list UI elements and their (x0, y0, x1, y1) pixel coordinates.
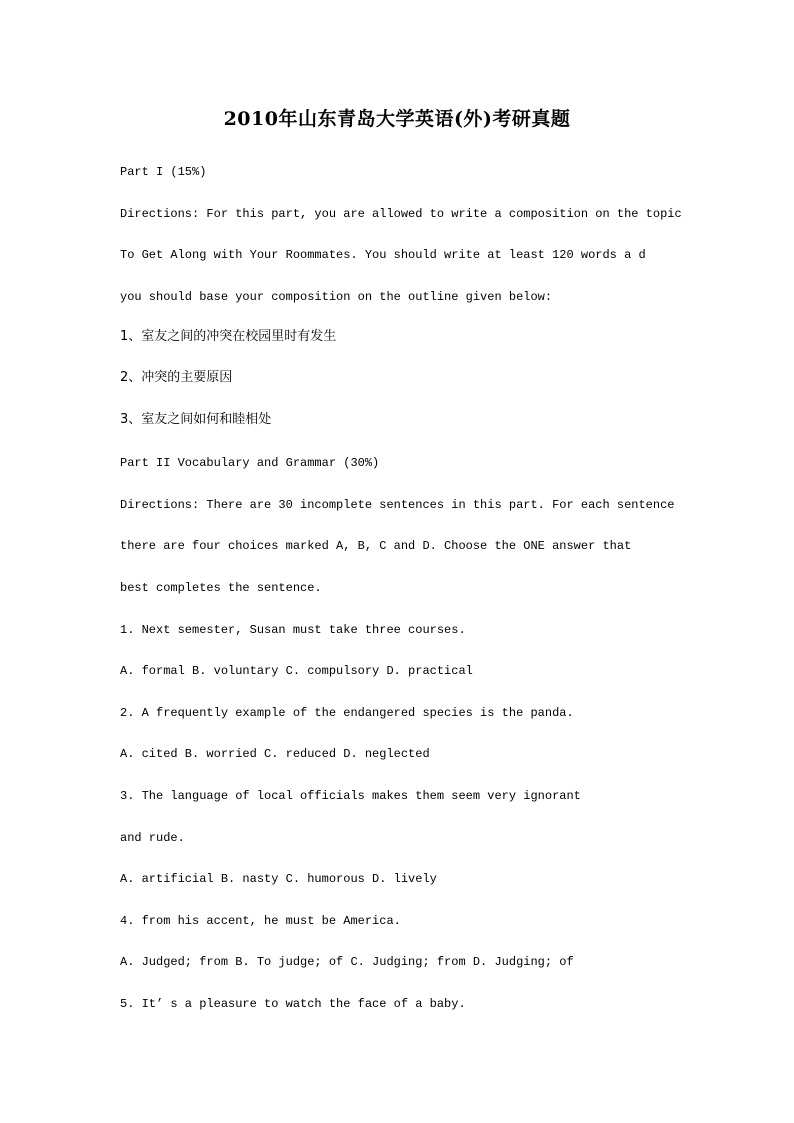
part-one-directions-line-1: Directions: For this part, you are allowed to write a composition on the topic (120, 207, 682, 221)
question-3: 3. The language of local officials makes them seem very ignorant (120, 789, 581, 803)
part-one-directions-line-3: you should base your composition on the outline given below: (120, 290, 553, 304)
question-1-choices: A. formal B. voluntary C. compulsory D. practical (120, 664, 473, 678)
part-one-heading: Part I (15%) (120, 165, 207, 179)
question-2: 2. A frequently example of the endangered species is the panda. (120, 706, 574, 720)
question-4-choices: A. Judged; from B. To judge; of C. Judging; from D. Judging; of (120, 955, 574, 969)
question-1: 1. Next semester, Susan must take three courses. (120, 623, 466, 637)
outline-item-3: 3、室友之间如何和睦相处 (120, 412, 272, 427)
question-3-choices: A. artificial B. nasty C. humorous D. lively (120, 872, 437, 886)
part-two-directions-line-3: best completes the sentence. (120, 581, 322, 595)
part-two-heading: Part II Vocabulary and Grammar (30%) (120, 456, 380, 470)
part-one-directions-line-2: To Get Along with Your Roommates. You should write at least 120 words a d (120, 248, 646, 262)
question-2-choices: A. cited B. worried C. reduced D. neglected (120, 747, 430, 761)
part-two-directions-line-1: Directions: There are 30 incomplete sentences in this part. For each sentence (120, 498, 675, 512)
part-two-directions-line-2: there are four choices marked A, B, C and D. Choose the ONE answer that (120, 539, 632, 553)
question-5: 5. It’ s a pleasure to watch the face of a baby. (120, 997, 466, 1011)
question-3-continued: and rude. (120, 831, 185, 845)
outline-item-1: 1、室友之间的冲突在校园里时有发生 (120, 329, 337, 344)
document-title: 2010年山东青岛大学英语(外)考研真题 (223, 108, 571, 130)
question-4: 4. from his accent, he must be America. (120, 914, 401, 928)
outline-item-2: 2、冲突的主要原因 (120, 370, 233, 385)
